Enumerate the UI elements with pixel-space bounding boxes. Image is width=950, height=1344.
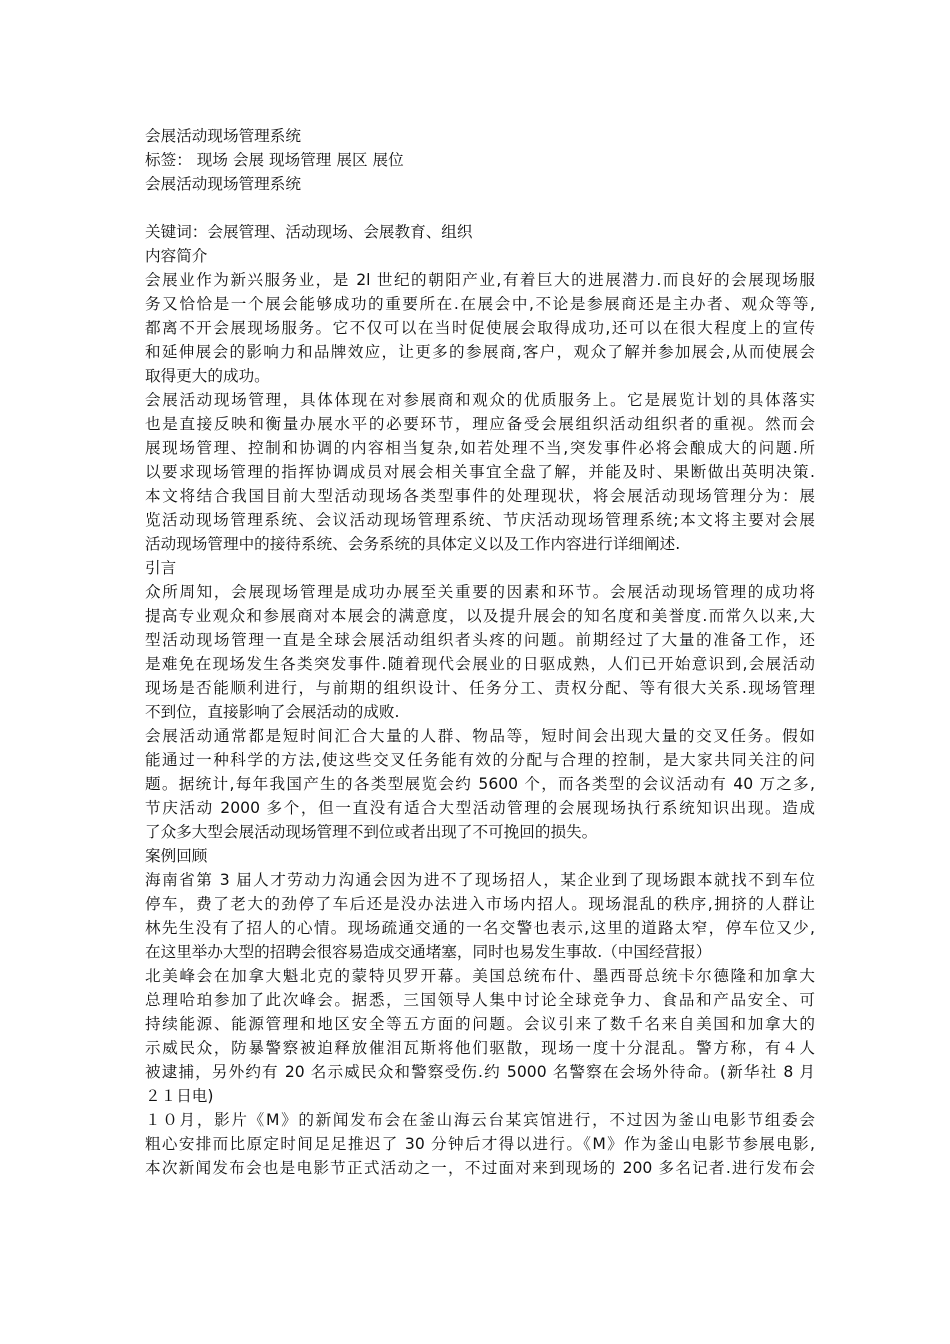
text-line: 提高专业观众和参展商对本展会的满意度，以及提升展会的知名度和美誉度.而常久以来,大 bbox=[145, 607, 815, 625]
text-line: 会展业作为新兴服务业，是 2l 世纪的朝阳产业,有着巨大的进展潜力.而良好的会展现场服 bbox=[145, 271, 815, 289]
text-line: 是难免在现场发生各类突发事件.随着现代会展业的日驱成熟，人们已开始意识到,会展活动 bbox=[145, 655, 815, 673]
document-page bbox=[145, 124, 815, 1180]
text-line: 活动现场管理中的接待系统、会务系统的具体定义以及工作内容进行详细阐述. bbox=[145, 535, 681, 553]
text-line: 北美峰会在加拿大魁北克的蒙特贝罗开幕。美国总统布什、墨西哥总统卡尔德隆和加拿大 bbox=[145, 967, 815, 985]
document-title: 会展活动现场管理系统 bbox=[145, 127, 301, 145]
text-line: ２１日电) bbox=[145, 1087, 214, 1105]
paragraph-case-3 bbox=[145, 1108, 815, 1180]
text-line: 展现场管理、控制和协调的内容相当复杂,如若处理不当,突发事件必将会酿成大的问题.所 bbox=[145, 439, 815, 457]
paragraph-intro-1 bbox=[145, 268, 815, 388]
text-line: 以要求现场管理的指挥协调成员对展会相关事宜全盘了解，并能及时、果断做出英明决策. bbox=[145, 463, 815, 481]
text-line: 林先生没有了招人的心情。现场疏通交通的一名交警也表示,这里的道路太窄，停车位又少, bbox=[145, 919, 815, 937]
text-line: 在这里举办大型的招聘会很容易造成交通堵塞，同时也易发生事故.（中国经营报） bbox=[145, 943, 712, 961]
text-line: 会展活动现场管理，具体体现在对参展商和观众的优质服务上。它是展览计划的具体落实 bbox=[145, 391, 815, 409]
paragraph-case-2 bbox=[145, 964, 815, 1108]
text-line: 都离不开会展现场服务。它不仅可以在当时促使展会取得成功,还可以在很大程度上的宣传 bbox=[145, 319, 815, 337]
text-line: 型活动现场管理一直是全球会展活动组织者头疼的问题。前期经过了大量的准备工作，还 bbox=[145, 631, 815, 649]
text-line: 粗心安排而比原定时间足足推迟了 30 分钟后才得以进行。《M》作为釜山电影节参展电影, bbox=[145, 1135, 815, 1153]
paragraph-preface-1 bbox=[145, 580, 815, 724]
text-line: 现场是否能顺利进行，与前期的组织设计、任务分工、责权分配、等有很大关系.现场管理 bbox=[145, 679, 815, 697]
text-line: 和延伸展会的影响力和品牌效应，让更多的参展商,客户，观众了解并参加展会,从而使展会 bbox=[145, 343, 815, 361]
document-subtitle: 会展活动现场管理系统 bbox=[145, 175, 301, 193]
section-heading-intro: 内容简介 bbox=[145, 247, 208, 265]
text-line: 也是直接反映和衡量办展水平的必要环节，理应备受会展组织活动组织者的重视。然而会 bbox=[145, 415, 815, 433]
text-line: 总理哈珀参加了此次峰会。据悉，三国领导人集中讨论全球竞争力、食品和产品安全、可 bbox=[145, 991, 815, 1009]
text-line: 能通过一种科学的方法,使这些交叉任务能有效的分配与合理的控制，是大家共同关注的问 bbox=[145, 751, 815, 769]
text-line: 被逮捕，另外约有 20 名示威民众和警察受伤.约 5000 名警察在会场外待命。(新华社 8 月 bbox=[145, 1063, 815, 1081]
text-line: 节庆活动 2000 多个，但一直没有适合大型活动管理的会展现场执行系统知识出现。造成 bbox=[145, 799, 815, 817]
text-line: 了众多大型会展活动现场管理不到位或者出现了不可挽回的损失。 bbox=[145, 823, 598, 841]
text-line: 取得更大的成功。 bbox=[145, 367, 270, 385]
section-heading-preface: 引言 bbox=[145, 559, 177, 577]
paragraph-intro-2 bbox=[145, 388, 815, 556]
text-line: 务又恰恰是一个展会能够成功的重要所在.在展会中,不论是参展商还是主办者、观众等等, bbox=[145, 295, 815, 313]
text-line: 题。据统计,每年我国产生的各类型展览会约 5600 个，而各类型的会议活动有 40 万之多, bbox=[145, 775, 815, 793]
text-line: 览活动现场管理系统、会议活动现场管理系统、节庆活动现场管理系统;本文将主要对会展 bbox=[145, 511, 815, 529]
paragraph-case-1 bbox=[145, 868, 815, 964]
text-line: １０月，影片《M》的新闻发布会在釜山海云台某宾馆进行，不过因为釜山电影节组委会 bbox=[145, 1111, 815, 1129]
text-line: 会展活动通常都是短时间汇合大量的人群、物品等，短时间会出现大量的交叉任务。假如 bbox=[145, 727, 815, 745]
text-line: 持续能源、能源管理和地区安全等五方面的问题。会议引来了数千名来自美国和加拿大的 bbox=[145, 1015, 815, 1033]
blank-line bbox=[145, 196, 815, 220]
text-line: 停车，费了老大的劲停了车后还是没办法进入市场内招人。现场混乱的秩序,拥挤的人群让 bbox=[145, 895, 815, 913]
text-line: 不到位，直接影响了会展活动的成败. bbox=[145, 703, 400, 721]
paragraph-preface-2 bbox=[145, 724, 815, 844]
text-line: 本次新闻发布会也是电影节正式活动之一，不过面对来到现场的 200 多名记者.进行发布会 bbox=[145, 1159, 815, 1177]
tags-line: 标签： 现场 会展 现场管理 展区 展位 bbox=[145, 151, 404, 169]
section-heading-cases: 案例回顾 bbox=[145, 847, 208, 865]
text-line: 示威民众，防暴警察被迫释放催泪瓦斯将他们驱散，现场一度十分混乱。警方称，有４人 bbox=[145, 1039, 815, 1057]
text-line: 本文将结合我国目前大型活动现场各类型事件的处理现状，将会展活动现场管理分为：展 bbox=[145, 487, 815, 505]
text-line: 海南省第 3 届人才劳动力沟通会因为进不了现场招人，某企业到了现场跟本就找不到车位 bbox=[145, 871, 815, 889]
text-line: 众所周知，会展现场管理是成功办展至关重要的因素和环节。会展活动现场管理的成功将 bbox=[145, 583, 815, 601]
keywords-line: 关键词：会展管理、活动现场、会展教育、组织 bbox=[145, 223, 473, 241]
